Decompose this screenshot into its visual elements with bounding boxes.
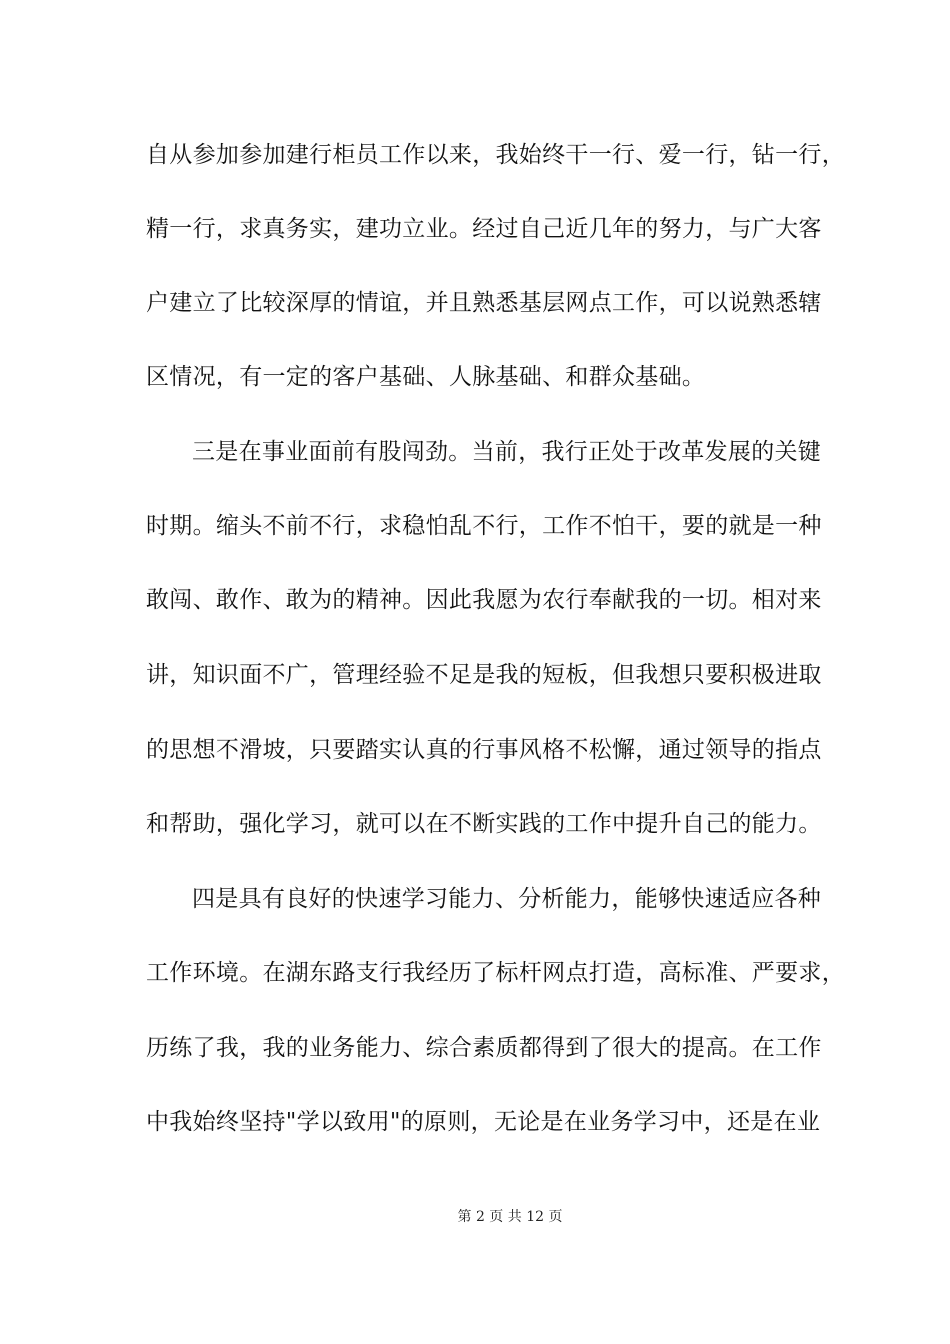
text-line-13: 历练了我，我的业务能力、综合素质都得到了很大的提高。在工作 [146, 1035, 822, 1061]
text-line-12: 工作环境。在湖东路支行我经历了标杆网点打造，高标准、严要求， [146, 960, 845, 986]
text-line-9: 的思想不滑坡，只要踏实认真的行事风格不松懈，通过领导的指点 [146, 737, 822, 763]
text-line-1: 自从参加参加建行柜员工作以来，我始终干一行、爱一行，钻一行， [146, 142, 845, 168]
text-line-10: 和帮助，强化学习，就可以在不断实践的工作中提升自己的能力。 [146, 811, 822, 837]
text-line-2: 精一行，求真务实，建功立业。经过自己近几年的努力，与广大客 [146, 216, 822, 242]
text-line-7: 敢闯、敢作、敢为的精神。因此我愿为农行奉献我的一切。相对来 [146, 587, 822, 613]
text-line-14: 中我始终坚持"学以致用"的原则，无论是在业务学习中，还是在业 [146, 1109, 821, 1135]
text-line-4: 区情况，有一定的客户基础、人脉基础、和群众基础。 [146, 364, 706, 390]
text-line-5: 三是在事业面前有股闯劲。当前，我行正处于改革发展的关键 [192, 439, 822, 465]
text-line-6: 时期。缩头不前不行，求稳怕乱不行，工作不怕干，要的就是一种 [146, 513, 822, 539]
text-line-8: 讲，知识面不广，管理经验不足是我的短板，但我想只要积极进取 [146, 662, 822, 688]
page-number-footer: 第 2 页 共 12 页 [457, 1209, 563, 1225]
text-line-11: 四是具有良好的快速学习能力、分析能力，能够快速适应各种 [192, 886, 822, 912]
text-line-3: 户建立了比较深厚的情谊，并且熟悉基层网点工作，可以说熟悉辖 [146, 290, 822, 316]
